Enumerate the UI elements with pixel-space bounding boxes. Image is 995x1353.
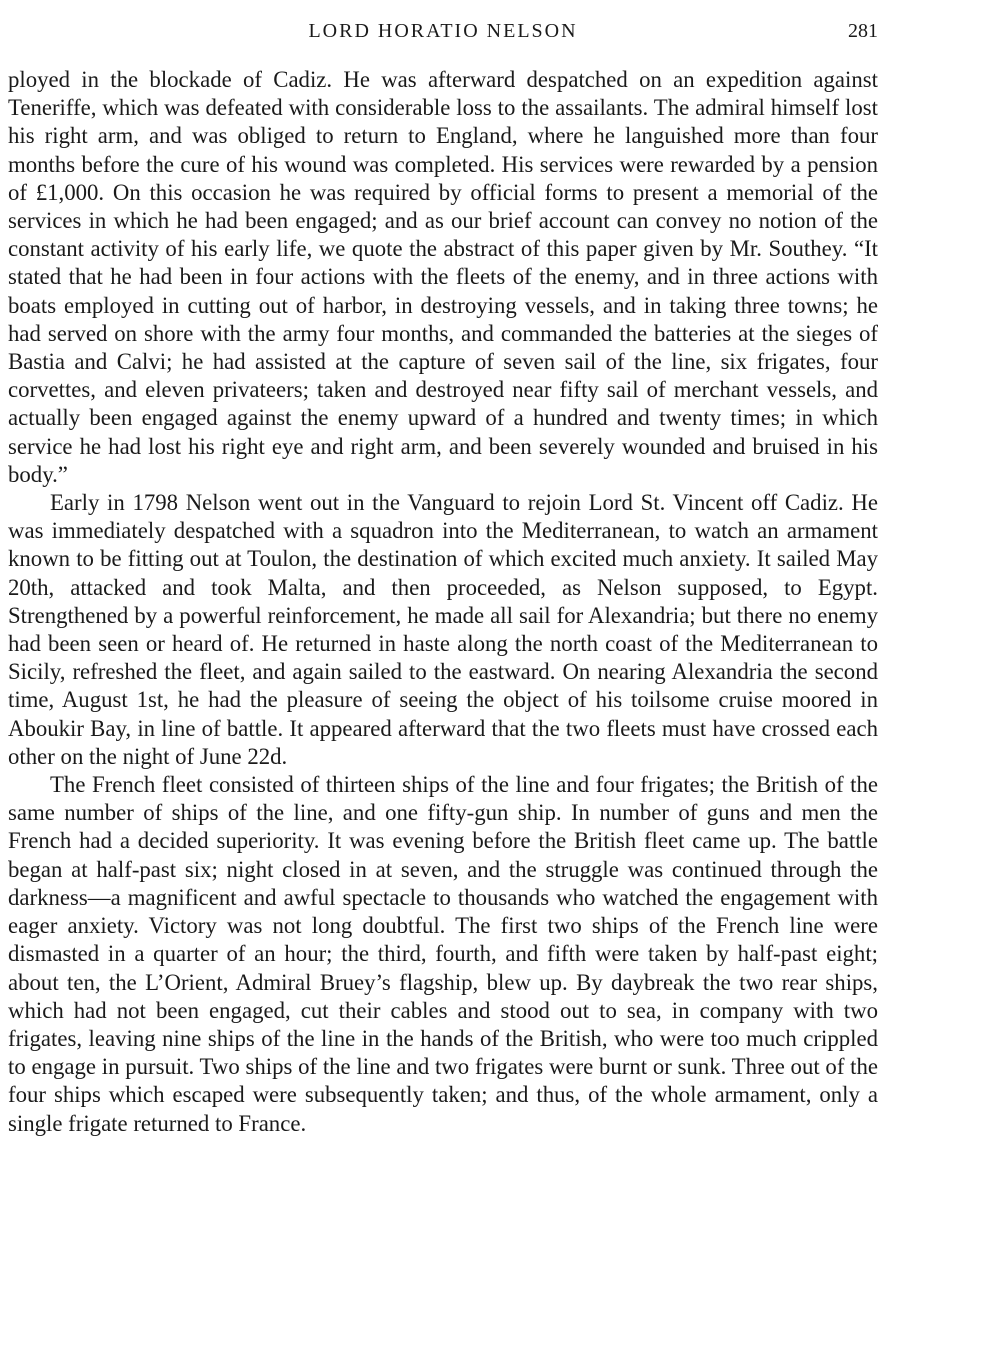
paragraph-nelson-1798: Early in 1798 Nelson went out in the Vanguard to rejoin Lord St. Vincent off Cadiz. He was immediately despatched with a squadron into the Mediterranean, to watch an armament known to be fitting out at Toulon, the destination of which excited much anxiety. It sailed May 20th, attacked and took Malta, and then proceeded, as Nelson supposed, to Egypt. Strengthened by a powerful reinforcement, he made all sail for Alexandria; but there no enemy had been seen or heard of. He returned in haste along the north coast of the Mediterranean to Sicily, refreshed the fleet, and again sailed to the eastward. On nearing Alexandria the second time, August 1st, he had the pleasure of seeing the object of his toilsome cruise moored in Aboukir Bay, in line of battle. It appeared afterward that the two fleets must have crossed each other on the night of June 22d. [8,490,878,769]
running-head [8,18,878,48]
paragraph-continued: ployed in the blockade of Cadiz. He was afterward despatched on an expedition against Teneriffe, which was defeated with considerable loss to the assailants. The admiral himself lost his right arm, and was obliged to return to England, where he languished more than four months before the cure of his wound was completed. His services were rewarded by a pension of £1,000. On this occasion he was required by official forms to present a memorial of the services in which he had been engaged; and as our brief account can convey no notion of the constant activity of his early life, we quote the abstract of this paper given by Mr. Southey. “It stated that he had been in four actions with the fleets of the enemy, and in three actions with boats employed in cutting out of harbor, in destroying vessels, and in taking three towns; he had served on shore with the army four months, and commanded the batteries at the sieges of Bastia and Calvi; he had assisted at the capture of seven sail of the line, six frigates, four corvettes, and eleven privateers; taken and destroyed near fifty sail of merchant vessels, and actually been engaged against the enemy upward of a hundred and twenty times; in which service he had lost his right eye and right arm, and been severely wounded and bruised in his body.” [8,67,878,487]
paragraph-battle-of-the-nile: The French fleet consisted of thirteen ships of the line and four frigates; the British of the same number of ships of the line, and one fifty-gun ship. In number of guns and men the French had a decided superiority. It was evening before the British fleet came up. The battle began at half-past six; night closed in at seven, and the struggle was continued through the darkness—a magnificent and awful spectacle to thousands who watched the engagement with eager anxiety. Victory was not long doubtful. The first two ships of the French line were dismasted in a quarter of an hour; the third, fourth, and fifth were taken by half-past eight; about ten, the L’Orient, Admiral Bruey’s flagship, blew up. By daybreak the two rear ships, which had not been engaged, cut their cables and stood out to sea, in company with two frigates, leaving nine ships of the line in the hands of the British, who were too much crippled to engage in pursuit. Two ships of the line and two frigates were burnt or sunk. Three out of the four ships which escaped were subsequently taken; and thus, of the whole armament, only a single frigate returned to France. [8,772,878,1136]
body-text [8,66,878,1138]
page-number: 281 [848,20,878,42]
running-title: LORD HORATIO NELSON [308,20,578,42]
